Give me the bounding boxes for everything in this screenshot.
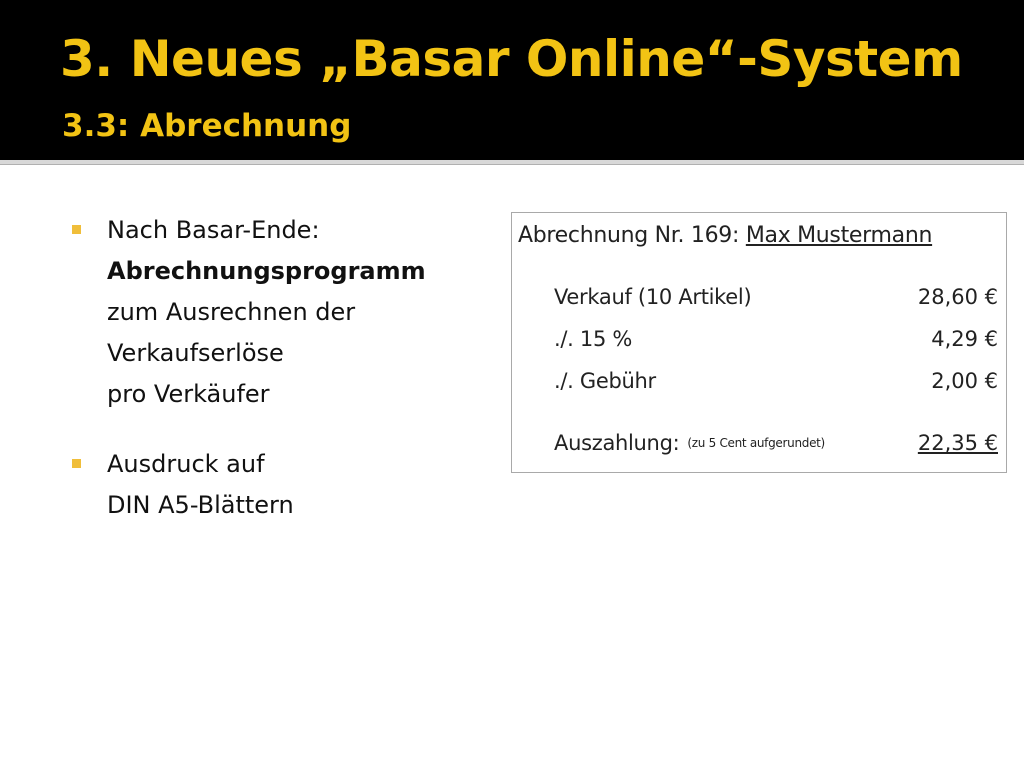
invoice-heading bbox=[518, 221, 932, 251]
bullet-text-line-bold: Abrechnungsprogramm bbox=[107, 257, 426, 285]
invoice-row-label: Verkauf (10 Artikel) bbox=[554, 285, 752, 309]
bullet-item bbox=[70, 444, 490, 526]
square-bullet-icon bbox=[72, 225, 81, 234]
invoice-total-label: Auszahlung: bbox=[554, 431, 680, 455]
rounding-note: (zu 5 Cent aufgerundet) bbox=[687, 436, 825, 450]
bullet-list bbox=[70, 210, 490, 526]
invoice-total-row bbox=[554, 428, 998, 458]
invoice-row-value: 4,29 € bbox=[931, 327, 998, 351]
invoice-row-label: ./. 15 % bbox=[554, 327, 633, 351]
invoice-row-label: ./. Gebühr bbox=[554, 369, 656, 393]
slide-subtitle: 3.3: Abrechnung bbox=[62, 108, 352, 144]
invoice-row-fee bbox=[554, 366, 998, 396]
invoice-total-label-group bbox=[554, 428, 825, 458]
square-bullet-icon bbox=[72, 459, 81, 468]
slide-title: 3. Neues „Basar Online“-System bbox=[60, 30, 963, 88]
invoice-example bbox=[511, 212, 1007, 473]
invoice-total-value: 22,35 € bbox=[917, 431, 998, 455]
invoice-row-sale bbox=[554, 282, 998, 312]
bullet-text-line: Verkaufserlöse bbox=[107, 339, 284, 367]
bullet-text-line: zum Ausrechnen der bbox=[107, 298, 356, 326]
title-bar bbox=[0, 0, 1024, 160]
bullet-text-line: Nach Basar-Ende: bbox=[107, 216, 320, 244]
invoice-row-value: 28,60 € bbox=[917, 285, 998, 309]
invoice-number: Abrechnung Nr. 169: bbox=[518, 223, 740, 248]
bullet-text-line: pro Verkäufer bbox=[107, 380, 270, 408]
bullet-item bbox=[70, 210, 490, 415]
invoice-row-value: 2,00 € bbox=[931, 369, 998, 393]
invoice-row-percent bbox=[554, 324, 998, 354]
bullet-text-line: Ausdruck auf bbox=[107, 450, 265, 478]
bullet-text-line: DIN A5-Blättern bbox=[107, 491, 294, 519]
header-divider bbox=[0, 160, 1024, 165]
customer-name: Max Mustermann bbox=[745, 223, 933, 248]
